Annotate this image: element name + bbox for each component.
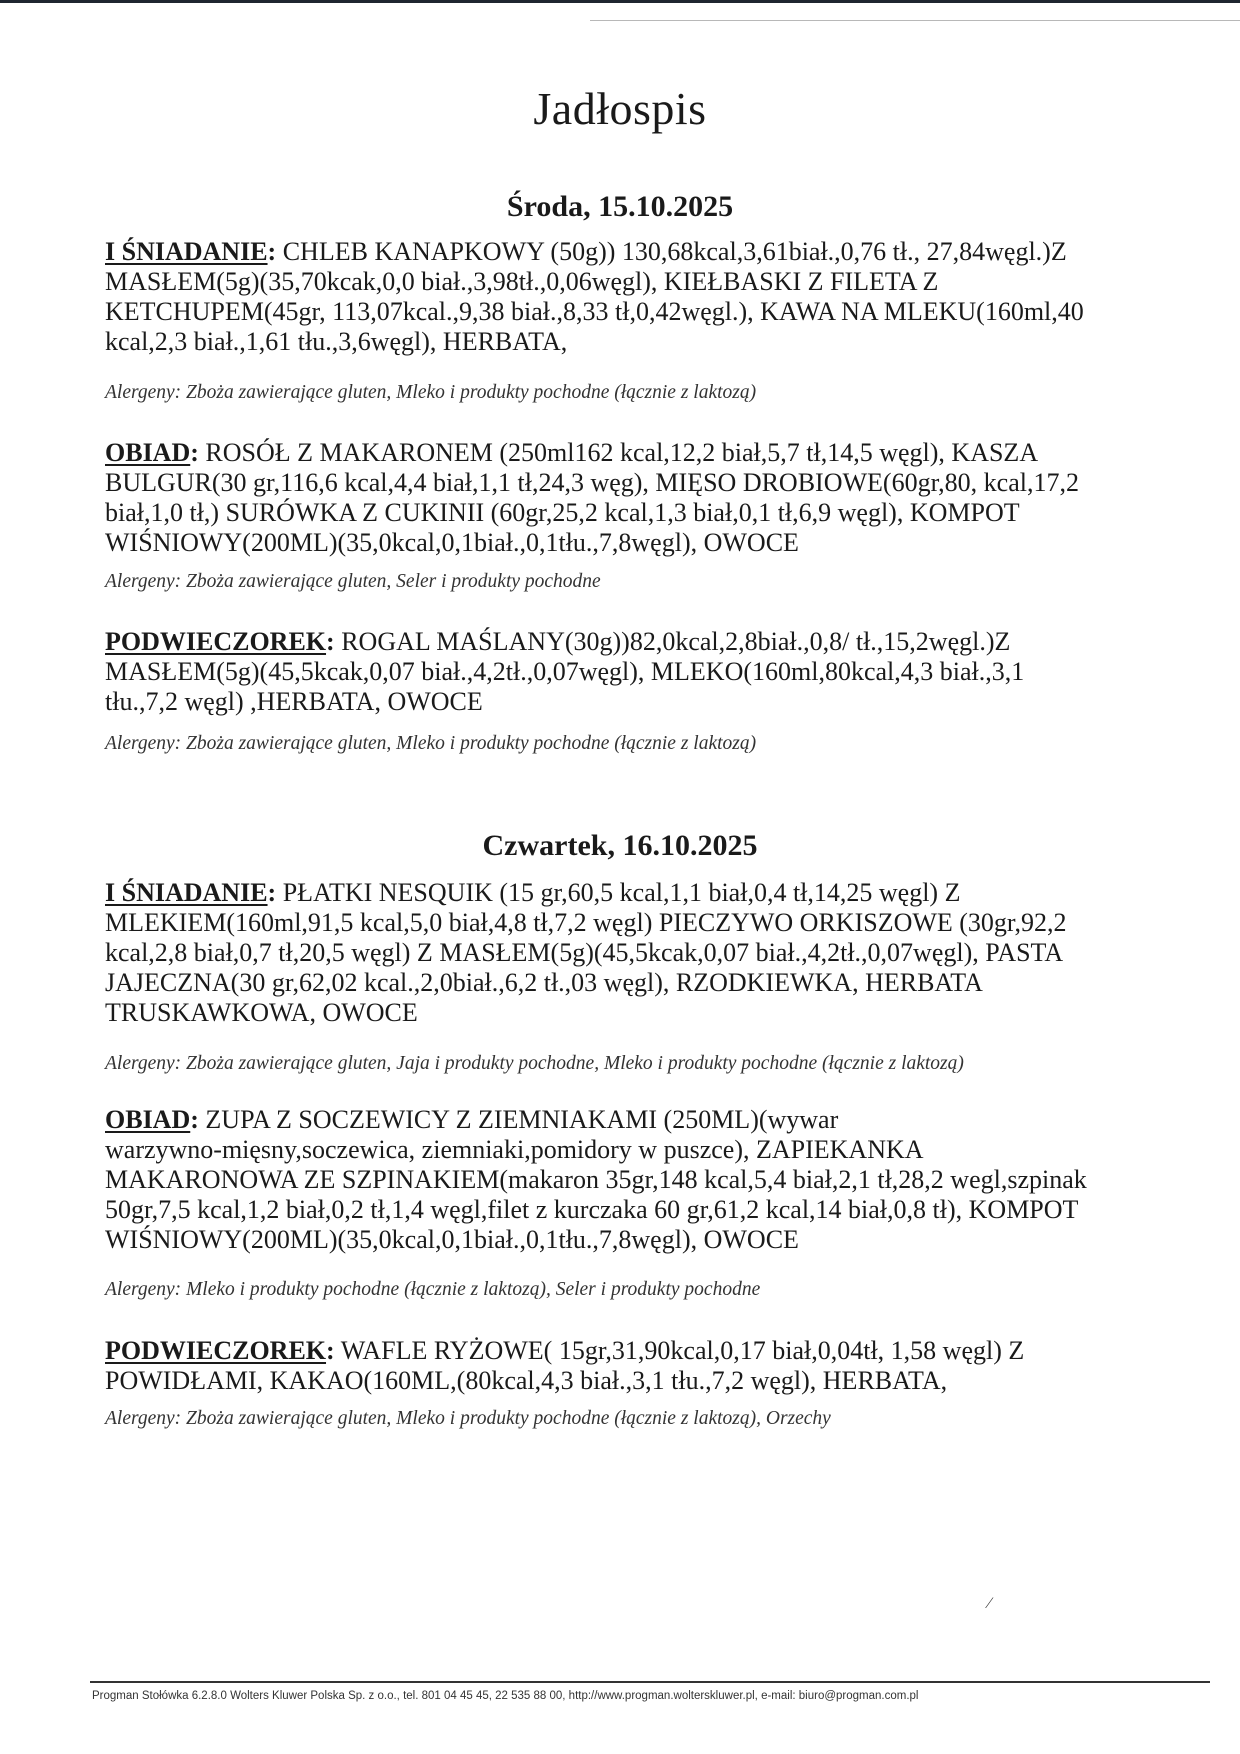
footer-divider	[90, 1681, 1210, 1683]
meal-line: ROGAL MAŚLANY(30g))82,0kcal,2,8biał.,0,8/ tł.,15,2węgl.)Z	[341, 627, 1011, 656]
meal-line: WIŚNIOWY(200ML)(35,0kcal,0,1biał.,0,1tłu.,7,8węgl), OWOCE	[105, 1225, 799, 1254]
meal-line: 50gr,7,5 kcal,1,2 biał,0,2 tł,1,4 węgl,filet z kurczaka 60 gr,61,2 kcal,14 biał,0,8 tł), KOMPOT	[105, 1195, 1079, 1224]
meal-line: ROSÓŁ Z MAKARONEM (250ml162 kcal,12,2 biał,5,7 tł,14,5 węgl), KASZA	[205, 438, 1039, 467]
meal-line: CHLEB KANAPKOWY (50g)) 130,68kcal,3,61biał.,0,76 tł., 27,84węgl.)Z	[282, 237, 1067, 266]
meal-line: ZUPA Z SOCZEWICY Z ZIEMNIAKAMI (250ML)(wywar	[205, 1105, 839, 1134]
meal-label: I ŚNIADANIE:	[105, 237, 277, 266]
meal-line: MASŁEM(5g)(35,70kcak,0,0 biał.,3,98tł.,0,06węgl), KIEŁBASKI Z FILETA Z	[105, 267, 939, 296]
meal-line: KETCHUPEM(45gr, 113,07kcal.,9,38 biał.,8,33 tł,0,42węgl.), KAWA NA MLEKU(160ml,40	[105, 297, 1084, 326]
meal-breakfast	[105, 878, 1215, 1028]
pen-mark: ⁄	[988, 1595, 991, 1612]
meal-line: tłu.,7,2 węgl) ,HERBATA, OWOCE	[105, 687, 483, 716]
meal-line: biał,1,0 tł,) SURÓWKA Z CUKINII (60gr,25,2 kcal,1,3 biał,0,1 tł,6,9 węgl), KOMPOT	[105, 498, 1020, 527]
meal-line: kcal,2,3 biał.,1,61 tłu.,3,6węgl), HERBATA,	[105, 327, 568, 356]
scan-artifact-line	[590, 20, 1240, 21]
meal-line: PŁATKI NESQUIK (15 gr,60,5 kcal,1,1 biał,0,4 tł,14,25 węgl) Z	[282, 878, 961, 907]
meal-breakfast	[105, 237, 1215, 357]
meal-line: MASŁEM(5g)(45,5kcak,0,07 biał.,4,2tł.,0,07węgl), MLEKO(160ml,80kcal,4,3 biał.,3,1	[105, 657, 1025, 686]
allergen-note: Alergeny: Zboża zawierające gluten, Mleko i produkty pochodne (łącznie z laktozą), Orzechy	[105, 1408, 831, 1429]
meal-line: MAKARONOWA ZE SZPINAKIEM(makaron 35gr,148 kcal,5,4 biał,2,1 tł,28,2 wegl,szpinak	[105, 1165, 1087, 1194]
allergen-note: Alergeny: Zboża zawierające gluten, Mleko i produkty pochodne (łącznie z laktozą)	[105, 382, 757, 403]
meal-label: PODWIECZOREK:	[105, 1336, 335, 1365]
document-title: Jadłospis	[533, 83, 707, 134]
day-heading: Czwartek, 16.10.2025	[482, 829, 758, 862]
meal-snack	[105, 1336, 1215, 1396]
meal-line: POWIDŁAMI, KAKAO(160ML,(80kcal,4,3 biał.,3,1 tłu.,7,2 węgl), HERBATA,	[105, 1366, 948, 1395]
meal-line: WIŚNIOWY(200ML)(35,0kcal,0,1biał.,0,1tłu.,7,8węgl), OWOCE	[105, 528, 799, 557]
day-heading: Środa, 15.10.2025	[506, 190, 734, 223]
meal-snack	[105, 627, 1215, 717]
scan-edge	[0, 0, 1240, 3]
meal-line: TRUSKAWKOWA, OWOCE	[105, 998, 418, 1027]
meal-label: OBIAD:	[105, 438, 199, 467]
meal-line: warzywno-mięsny,soczewica, ziemniaki,pomidory w puszce), ZAPIEKANKA	[105, 1135, 924, 1164]
meal-line: JAJECZNA(30 gr,62,02 kcal.,2,0biał.,6,2 tł.,03 węgl), RZODKIEWKA, HERBATA	[105, 968, 983, 997]
allergen-note: Alergeny: Mleko i produkty pochodne (łącznie z laktozą), Seler i produkty pochodne	[105, 1279, 761, 1300]
allergen-note: Alergeny: Zboża zawierające gluten, Jaja i produkty pochodne, Mleko i produkty pochodne (łącznie z laktozą)	[105, 1053, 964, 1074]
meal-line: WAFLE RYŻOWE( 15gr,31,90kcal,0,17 biał,0,04tł, 1,58 węgl) Z	[340, 1336, 1025, 1365]
allergen-note: Alergeny: Zboża zawierające gluten, Mleko i produkty pochodne (łącznie z laktozą)	[105, 733, 757, 754]
meal-lunch	[105, 438, 1215, 558]
allergen-note: Alergeny: Zboża zawierające gluten, Seler i produkty pochodne	[105, 571, 601, 592]
meal-lunch	[105, 1105, 1215, 1255]
meal-label: I ŚNIADANIE:	[105, 878, 277, 907]
meal-line: MLEKIEM(160ml,91,5 kcal,5,0 biał,4,8 tł,7,2 węgl) PIECZYWO ORKISZOWE (30gr,92,2	[105, 908, 1067, 937]
meal-label: PODWIECZOREK:	[105, 627, 335, 656]
meal-line: BULGUR(30 gr,116,6 kcal,4,4 biał,1,1 tł,24,3 węg), MIĘSO DROBIOWE(60gr,80, kcal,17,2	[105, 468, 1079, 497]
footer-text: Progman Stołówka 6.2.8.0 Wolters Kluwer Polska Sp. z o.o., tel. 801 04 45 45, 22 535 88 00, http://www.progman.wolterskluwer.pl, e-mail: biuro@progman.com.pl	[92, 1690, 919, 1702]
meal-label: OBIAD:	[105, 1105, 199, 1134]
meal-line: kcal,2,8 biał,0,7 tł,20,5 węgl) Z MASŁEM(5g)(45,5kcak,0,07 biał.,4,2tł.,0,07węgl), PASTA	[105, 938, 1064, 967]
